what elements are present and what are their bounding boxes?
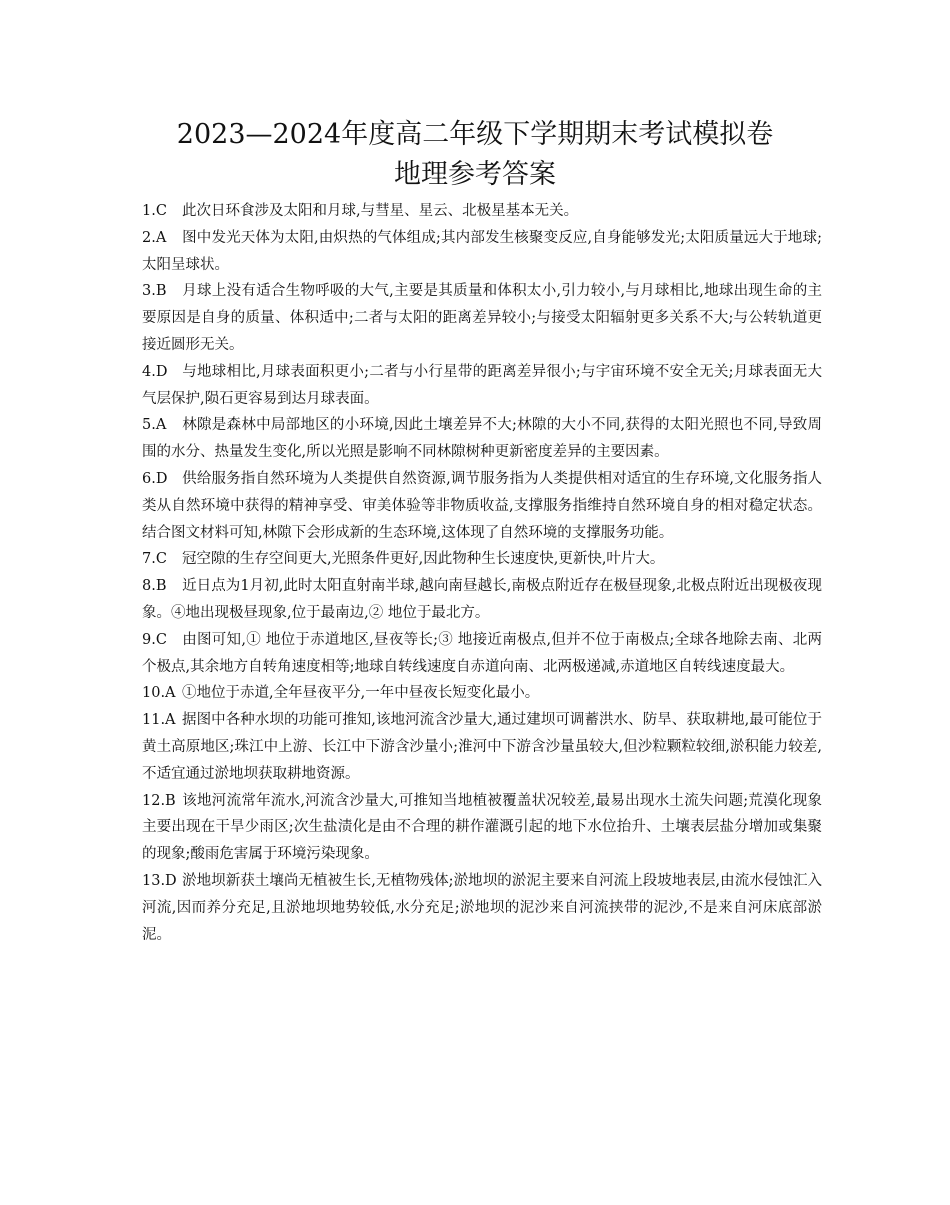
answer-item [142, 868, 822, 948]
answer-explanation: 由图可知,① 地位于赤道地区,昼夜等长;③ 地接近南极点,但并不位于南极点;全球各地除去南、北两个极点,其余地方自转角速度相等;地球自转线速度自赤道向南、北两极递减,赤道地区自转线速度最大。 [142, 631, 822, 675]
answer-item [142, 225, 822, 279]
answer-number: 13.D [142, 872, 177, 889]
answer-number: 4.D [142, 363, 168, 380]
answer-number: 2.A [142, 229, 167, 246]
answer-number: 6.D [142, 470, 168, 487]
answer-item [142, 466, 822, 546]
answer-number: 7.C [142, 551, 167, 568]
answer-explanation: 近日点为1月初,此时太阳直射南半球,越向南昼越长,南极点附近存在极昼现象,北极点附近出现极夜现象。④地出现极昼现象,位于最南边,② 地位于最北方。 [142, 578, 822, 621]
answer-number: 5.A [142, 417, 167, 434]
answer-number: 3.B [142, 283, 167, 300]
answer-number: 10.A [142, 685, 176, 702]
answer-number: 8.B [142, 578, 167, 595]
answer-explanation: 林隙是森林中局部地区的小环境,因此土壤差异不大;林隙的大小不同,获得的太阳光照也不同,导致周围的水分、热量发生变化,所以光照是影响不同林隙树种更新密度差异的主要因素。 [142, 417, 822, 461]
answer-item [142, 573, 822, 627]
answer-number: 11.A [142, 712, 176, 729]
answer-item [142, 546, 822, 573]
answer-item [142, 707, 822, 787]
answer-explanation: ①地位于赤道,全年昼夜平分,一年中昼夜长短变化最小。 [182, 685, 540, 702]
answer-item [142, 278, 822, 358]
answer-explanation: 冠空隙的生存空间更大,光照条件更好,因此物种生长速度快,更新快,叶片大。 [182, 551, 665, 568]
answer-number: 12.B [142, 792, 176, 809]
answer-number: 9.C [142, 631, 167, 648]
answer-item [142, 198, 822, 225]
answer-item [142, 680, 822, 707]
exam-title: 2023—2024年度高二年级下学期期末考试模拟卷 [176, 119, 774, 150]
answer-explanation: 据图中各种水坝的功能可推知,该地河流含沙量大,通过建坝可调蓄洪水、防旱、获取耕地,最可能位于黄土高原地区;珠江中上游、长江中下游含沙量小;淮河中下游含沙量虽较大,但沙粒颗粒较细,淤积能力较差,不适宜通过淤地坝获取耕地资源。 [142, 712, 822, 782]
answer-explanation: 图中发光天体为太阳,由炽热的气体组成;其内部发生核聚变反应,自身能够发光;太阳质量远大于地球;太阳呈球状。 [142, 229, 822, 273]
answer-explanation: 该地河流常年流水,河流含沙量大,可推知当地植被覆盖状况较差,最易出现水土流失问题;荒漠化现象主要出现在干旱少雨区;次生盐渍化是由不合理的耕作灌溉引起的地下水位抬升、土壤表层盐分增加或集聚的现象;酸雨危害属于环境污染现象。 [142, 792, 822, 863]
exam-subtitle: 地理参考答案 [394, 159, 556, 190]
answer-explanation: 淤地坝新获土壤尚无植被生长,无植物残体;淤地坝的淤泥主要来自河流上段坡地表层,由流水侵蚀汇入河流,因而养分充足,且淤地坝地势较低,水分充足;淤地坝的泥沙来自河流挟带的泥沙,不是来自河床底部淤泥。 [142, 872, 822, 943]
answer-item [142, 627, 822, 681]
answer-explanation: 月球上没有适合生物呼吸的大气,主要是其质量和体积太小,引力较小,与月球相比,地球出现生命的主要原因是自身的质量、体积适中;二者与太阳的距离差异较小;与接受太阳辐射更多关系不大;与公转轨道更接近圆形无关。 [142, 283, 822, 353]
answer-list [142, 198, 822, 948]
answer-explanation: 此次日环食涉及太阳和月球,与彗星、星云、北极星基本无关。 [182, 203, 579, 219]
answer-item [142, 359, 822, 413]
answer-explanation: 与地球相比,月球表面积更小;二者与小行星带的距离差异很小;与宇宙环境不安全无关;月球表面无大气层保护,陨石更容易到达月球表面。 [142, 363, 822, 407]
answer-explanation: 供给服务指自然环境为人类提供自然资源,调节服务指为人类提供相对适宜的生存环境,文化服务指人类从自然环境中获得的精神享受、审美体验等非物质收益,支撑服务指维持自然环境自身的相对稳定状态。结合图文材料可知,林隙下会形成新的生态环境,这体现了自然环境的支撑服务功能。 [142, 470, 822, 541]
answer-item [142, 788, 822, 868]
answer-number: 1.C [142, 203, 167, 219]
answer-item [142, 412, 822, 466]
